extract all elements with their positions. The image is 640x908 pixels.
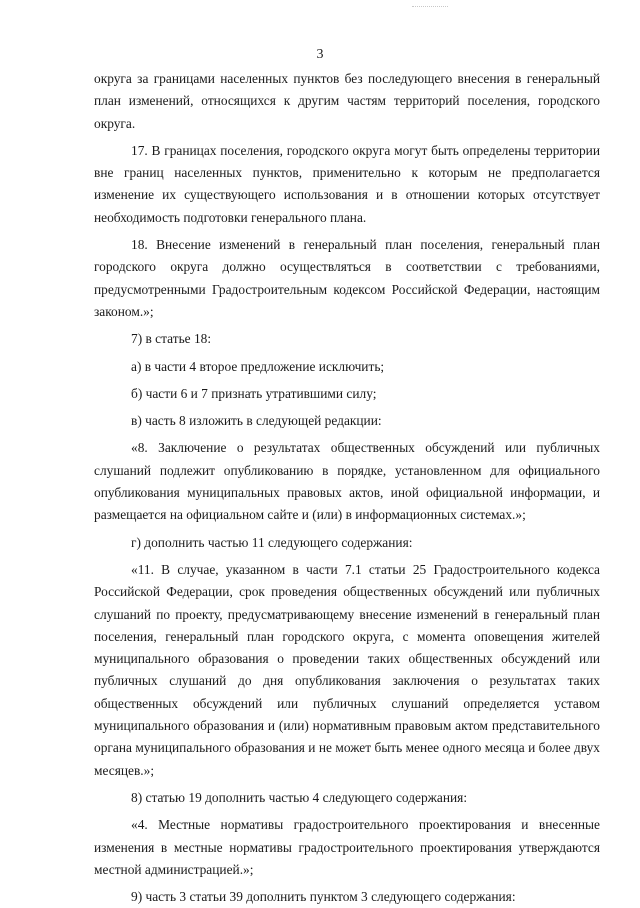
document-body xyxy=(94,68,600,908)
paragraph-article-18-heading: 7) в статье 18: xyxy=(131,331,212,347)
paragraph-continuation: округа за границами населенных пунктов без последующего внесения в генеральный план изменений, относящихся к другим частям территорий поселения, городского округа. xyxy=(94,71,600,131)
paragraph-subitem-a: а) в части 4 второе предложение исключить; xyxy=(131,358,385,374)
paragraph-subitem-b: б) части 6 и 7 признать утратившими силу; xyxy=(131,385,377,401)
paragraph-subitem-g: г) дополнить частью 11 следующего содержания: xyxy=(131,534,413,550)
paragraph-part-4: «4. Местные нормативы градостроительного проектирования и внесенные изменения в местные нормативы градостроительного проектирования утверждаются местной администрацией.»; xyxy=(94,817,600,877)
paragraph-part-8: «8. Заключение о результатах общественных обсуждений или публичных слушаний подлежит опубликованию в порядке, установленном для официального опубликования муниципальных правовых актов, иной официальной информации, и размещается на официальном сайте и (или) в информационных системах.»; xyxy=(94,440,600,523)
paragraph-item-18: 18. Внесение изменений в генеральный план поселения, генеральный план городского округа должно осуществляться в соответствии с требованиями, предусмотренными Градостроительным кодексом Российской Федерации, настоящим законом.»; xyxy=(94,237,600,319)
paragraph-part-11: «11. В случае, указанном в части 7.1 статьи 25 Градостроительного кодекса Российской Федерации, срок проведения общественных обсуждений или публичных слушаний по проекту, предусматривающему внесение изменений в генеральный план поселения, генеральный план городского округа, с момента оповещения жителей муниципального образования о проведении таких общественных обсуждений или публичных слушаний до дня опубликования заключения о результатах таких общественных обсуждений или публичных слушаний определяется уставом муниципального образования и (или) нормативным правовым актом представительного органа муниципального образования и не может быть менее одного месяца и более двух месяцев.»; xyxy=(94,561,600,778)
paragraph-article-39-heading: 9) часть 3 статьи 39 дополнить пунктом 3 следующего содержания: xyxy=(131,889,516,905)
scan-artifact xyxy=(412,6,448,9)
page-number: 3 xyxy=(316,47,324,62)
paragraph-subitem-v: в) часть 8 изложить в следующей редакции: xyxy=(131,413,382,429)
paragraph-article-19-heading: 8) статью 19 дополнить частью 4 следующего содержания: xyxy=(131,789,468,805)
paragraph-item-17: 17. В границах поселения, городского округа могут быть определены территории вне границ населенных пунктов, применительно к которым не предполагается изменение их существующего использования и в отношении которых отсутствует необходимость подготовки генерального плана. xyxy=(94,142,600,225)
